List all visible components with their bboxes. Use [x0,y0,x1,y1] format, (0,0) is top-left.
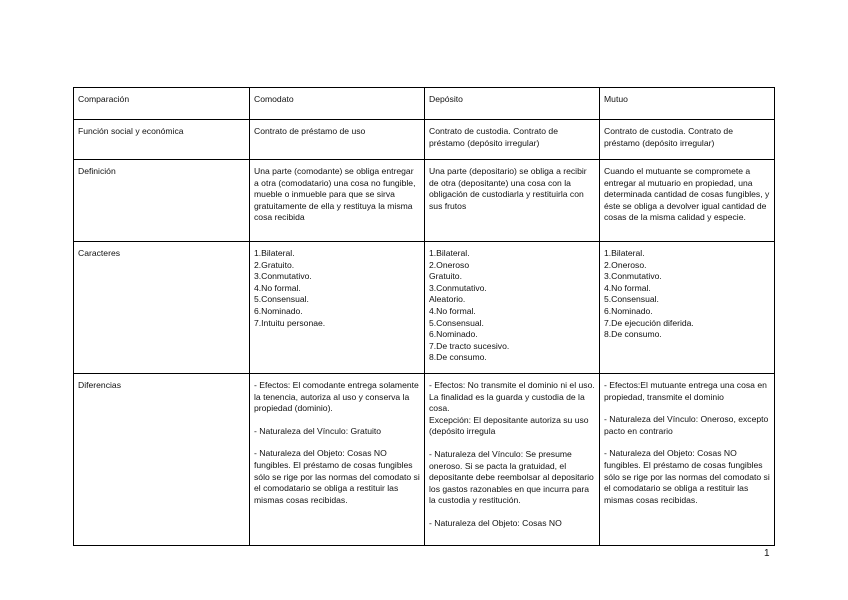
caracter-item: 6.Nominado. [254,305,303,316]
vinculo-paragraph: - Naturaleza del Vínculo: Gratuito [254,425,382,436]
efectos-paragraph: - Efectos:El mutuante entrega una cosa en propiedad, transmite el dominio [604,380,767,402]
caracter-item: 7.De tracto sucesivo. [429,340,510,351]
definicion-deposito: Una parte (depositario) se obliga a recibir de otra (depositante) una cosa con la obligación de custodiarla y restituirla con sus frutos [425,160,600,242]
diferencias-row [74,374,775,546]
caracter-item: 8.De consumo. [604,329,662,340]
definicion-comodato: Una parte (comodante) se obliga entregar a otra (comodatario) una cosa no fungible, mueble o inmueble para que se sirva gratuitamente de ella y restituya la misma cosa recibida [250,160,425,242]
caracter-item: 8.De consumo. [429,352,487,363]
caracter-item: 5.Consensual. [429,317,484,328]
page-number: 1 [764,548,770,559]
paragraph-gap [254,415,420,426]
funcion-mutuo: Contrato de custodia. Contrato de préstamo (depósito irregular) [600,120,775,160]
caracteres-row [74,242,775,374]
funcion-comodato: Contrato de préstamo de uso [250,120,425,160]
caracter-item: 1.Bilateral. [429,248,470,258]
paragraph-gap [604,403,770,414]
diferencias-deposito [425,374,600,546]
caracter-item: 4.No formal. [429,305,476,316]
comparison-table [73,87,775,546]
efectos-paragraph: - Efectos: No transmite el dominio ni el uso. La finalidad es la guarda y custodia de la cosa. [429,380,595,414]
objeto-paragraph: - Naturaleza del Objeto: Cosas NO fungibles. El préstamo de cosas fungibles sólo se rige por las normas del comodato si el comodatario se obliga a restituir las mismas cosas recibidas. [254,448,420,505]
paragraph-gap [429,438,595,449]
caracter-item: 5.Consensual. [604,294,659,305]
caracter-item: 3.Conmutativo. [604,271,662,282]
diferencias-label: Diferencias [74,374,250,546]
funcion-label: Función social y económica [74,120,250,160]
caracteres-mutuo [600,242,775,374]
caracter-item: 4.No formal. [604,282,651,293]
caracter-item: 2.Oneroso [429,259,470,270]
efectos-paragraph: - Efectos: El comodante entrega solamente la tenencia, autoriza al uso y conserva la propiedad (dominio). [254,380,419,414]
caracter-item: Aleatorio. [429,294,466,305]
excepcion-paragraph: Excepción: El depositante autoriza su uso (depósito irregula [429,414,589,437]
paragraph-gap [429,507,595,518]
caracter-item: 3.Conmutativo. [429,282,487,293]
caracter-item: 7.De ejecución diferida. [604,317,694,328]
header-cell-comodato: Comodato [250,88,425,120]
definicion-mutuo: Cuando el mutuante se compromete a entregar al mutuario en propiedad, una determinada cantidad de cosas fungibles, y éste se obliga a devolver igual cantidad de cosas de la misma calidad y especie. [600,160,775,242]
header-row [74,88,775,120]
paragraph-gap [254,437,420,448]
paragraph-gap [604,437,770,448]
caracter-item: 6.Nominado. [604,305,653,316]
caracter-item: 2.Oneroso. [604,259,647,270]
caracteres-comodato [250,242,425,374]
diferencias-comodato [250,374,425,546]
funcion-deposito: Contrato de custodia. Contrato de préstamo (depósito irregular) [425,120,600,160]
caracteres-deposito [425,242,600,374]
caracter-item: 1.Bilateral. [254,248,295,258]
caracter-item: 7.Intuitu personae. [254,317,326,328]
diferencias-mutuo [600,374,775,546]
caracter-item: 5.Consensual. [254,294,309,305]
definicion-label: Definición [74,160,250,242]
caracteres-label: Caracteres [74,242,250,374]
caracter-item: 3.Conmutativo. [254,271,312,282]
caracter-item: 2.Gratuito. [254,259,295,270]
vinculo-paragraph: - Naturaleza del Vínculo: Oneroso, excepto pacto en contrario [604,414,769,436]
header-cell-deposito: Depósito [425,88,600,120]
definicion-row [74,160,775,242]
caracter-item: 1.Bilateral. [604,248,645,258]
header-cell-mutuo: Mutuo [600,88,775,120]
objeto-paragraph: - Naturaleza del Objeto: Cosas NO fungibles. El préstamo de cosas fungibles sólo se rige por las normas del comodato si el comodatario se obliga a restituir las mismas cosas recibidas. [604,448,770,505]
vinculo-paragraph: - Naturaleza del Vínculo: Se presume oneroso. Si se pacta la gratuidad, el depositante debe reembolsar al depositario los gastos razonables en que incurra para la custodia y restitución. [429,448,594,506]
objeto-paragraph: - Naturaleza del Objeto: Cosas NO [429,517,562,528]
header-cell-comparacion: Comparación [74,88,250,120]
caracter-item: 6.Nominado. [429,329,478,340]
caracter-item: 4.No formal. [254,282,301,293]
caracter-item: Gratuito. [429,271,462,282]
funcion-row [74,120,775,160]
